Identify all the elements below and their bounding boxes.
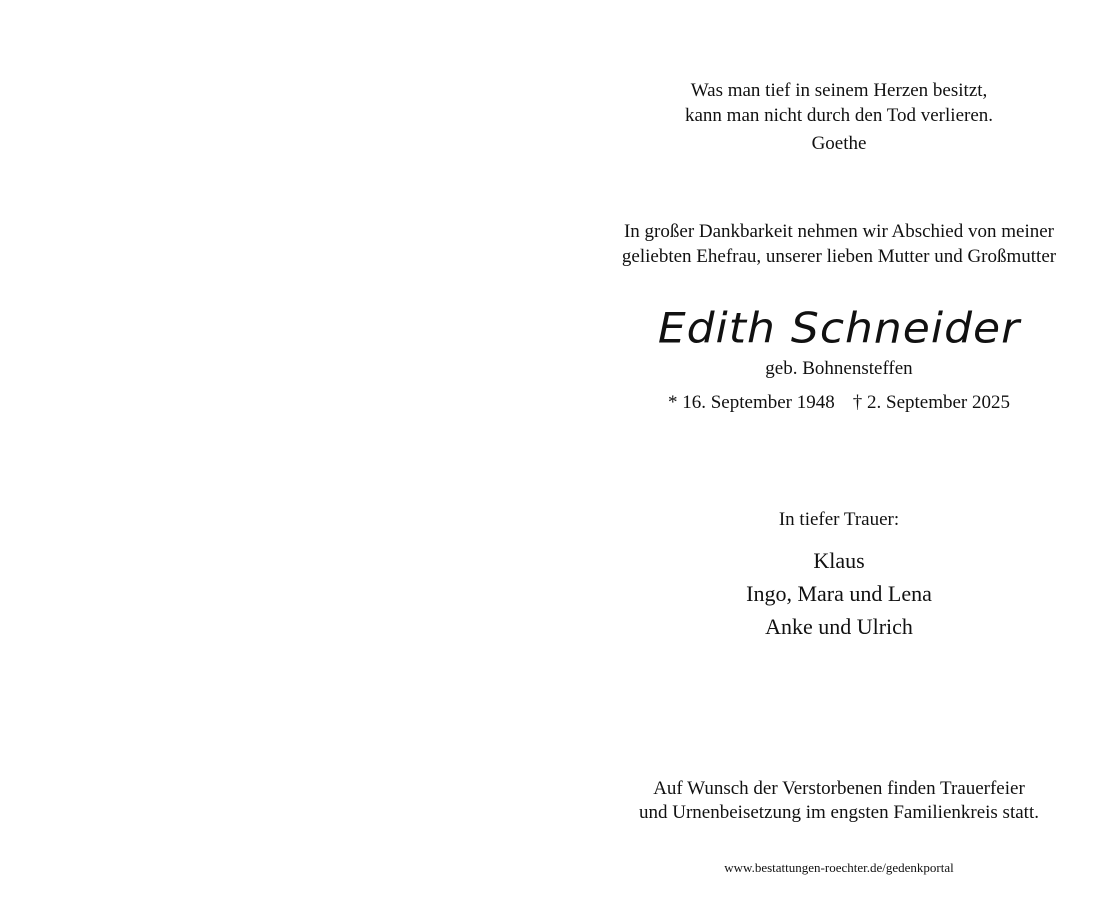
- intro-line-2: geliebten Ehefrau, unserer lieben Mutter und Großmutter: [621, 246, 1057, 267]
- maiden-name: geb. Bohnensteffen: [765, 358, 913, 379]
- birth-date: * 16. September 1948: [667, 392, 835, 413]
- life-dates: [560, 392, 1118, 414]
- notice-line-2: und Urnenbeisetzung im engsten Familienkreis statt.: [639, 802, 1039, 823]
- mourner-3: Anke und Ulrich: [765, 614, 913, 639]
- mourner-1: Klaus: [813, 548, 865, 573]
- quote-line-2: kann man nicht durch den Tod verlieren.: [684, 105, 994, 126]
- notice-line-1: Auf Wunsch der Verstorbenen finden Trauerfeier: [653, 778, 1025, 799]
- quote-author: Goethe: [811, 133, 867, 154]
- death-date: † 2. September 2025: [852, 392, 1011, 413]
- obituary-right-page: [560, 0, 1118, 900]
- intro-line-1: In großer Dankbarkeit nehmen wir Abschied von meiner: [623, 221, 1054, 242]
- mourning-label: In tiefer Trauer:: [778, 509, 900, 530]
- website-link[interactable]: www.bestattungen-roechter.de/gedenkportal: [724, 860, 954, 875]
- deceased-name: Edith Schneider: [657, 304, 1021, 353]
- mourner-2: Ingo, Mara und Lena: [746, 581, 932, 606]
- quote-line-1: Was man tief in seinem Herzen besitzt,: [690, 80, 988, 101]
